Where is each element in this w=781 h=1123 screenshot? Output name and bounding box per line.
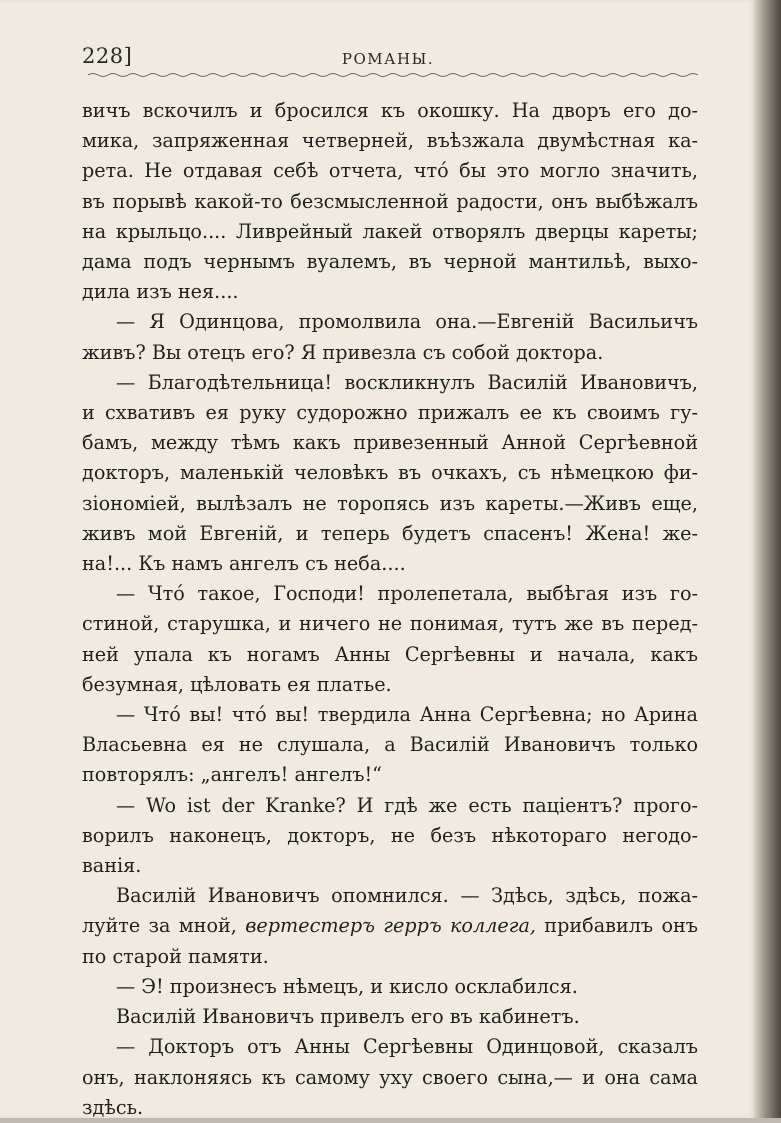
text-line: — Э! произнесъ нѣмецъ, и кисло осклабился. xyxy=(116,974,578,998)
text-line: повторялъ: „ангелъ! ангелъ!“ xyxy=(82,763,382,787)
text-line: Василій Ивановичъ привелъ его въ кабинетъ. xyxy=(116,1005,580,1029)
text-line: стиной, старушка, и ничего не понимая, тутъ же въ перед- xyxy=(82,612,698,636)
italic-phrase: вертестеръ герръ коллега, xyxy=(245,914,536,938)
text-line: по старой памяти. xyxy=(82,944,269,968)
page-number: 228] xyxy=(82,44,133,68)
text-line: луйте за мной, вертестеръ герръ коллега, прибавилъ онъ xyxy=(82,914,698,938)
text-line: дама подъ чернымъ вуалемъ, въ черной мантильѣ, выхо- xyxy=(82,250,698,274)
text-line: ванія. xyxy=(82,854,142,878)
text-line: ворилъ наконецъ, докторъ, не безъ нѣкотораго негодо- xyxy=(82,823,698,847)
book-page-edge xyxy=(754,0,781,1118)
text-line: живъ мой Евгеній, и теперь будетъ спасенъ! Жена! же- xyxy=(82,521,698,545)
text-line: онъ, наклоняясь къ самому уху своего сына,— и она сама xyxy=(82,1065,698,1089)
text-line: докторъ, маленькій человѣкъ въ очкахъ, съ нѣмецкою фи- xyxy=(82,461,698,485)
text-line: дила изъ нея.... xyxy=(82,280,239,304)
text-line: — Чтó такое, Господи! пролепетала, выбѣгая изъ го- xyxy=(116,582,698,606)
page-header xyxy=(82,44,694,74)
text-line: — Я Одинцова, промолвила она.—Евгеній Васильичъ xyxy=(116,310,698,334)
text-line: рета. Не отдавая себѣ отчета, чтó бы это могло значить, xyxy=(82,159,698,183)
text-line: Василій Ивановичъ опомнился. — Здѣсь, здѣсь, пожа- xyxy=(116,884,698,908)
running-title: РОМАНЫ. xyxy=(341,50,435,68)
header-rule xyxy=(88,71,698,79)
text-line: живъ? Вы отецъ его? Я привезла съ собой доктора. xyxy=(82,340,604,364)
text-line: въ порывѣ какой-то безсмысленной радости, онъ выбѣжалъ xyxy=(82,189,698,213)
text-line: ней упала къ ногамъ Анны Сергѣевны и начала, какъ xyxy=(82,642,698,666)
text-line: здѣсь. xyxy=(82,1095,144,1119)
text-line: вичъ вскочилъ и бросился къ окошку. На дворъ его до- xyxy=(82,99,698,122)
text-line: — Докторъ отъ Анны Сергѣевны Одинцовой, сказалъ xyxy=(116,1035,698,1059)
body-text xyxy=(82,96,698,1123)
text-line: Власьевна ея не слушала, а Василій Ивановичъ только xyxy=(82,733,698,757)
text-line: и схвативъ ея руку судорожно прижалъ ее къ своимъ гу- xyxy=(82,401,698,425)
text-line: зіономіей, вылѣзалъ не торопясь изъ кареты.—Живъ еще, xyxy=(82,491,698,515)
text-line: на крыльцо.... Ливрейный лакей отворялъ дверцы кареты; xyxy=(82,219,698,243)
text-line: — Благодѣтельница! воскликнулъ Василій Ивановичъ, xyxy=(116,370,698,394)
text-line: мика, запряженная четверней, въѣзжала двумѣстная ка- xyxy=(82,129,698,153)
text-line: — Wo ist der Kranke? И гдѣ же есть паціентъ? прого- xyxy=(116,793,698,817)
text-line: бамъ, между тѣмъ какъ привезенный Анной Сергѣевной xyxy=(82,431,698,455)
text-line: — Чтó вы! чтó вы! твердила Анна Сергѣевна; но Арина xyxy=(116,703,698,727)
text-line: на!... Къ намъ ангелъ съ неба.... xyxy=(82,552,406,576)
text-line: безумная, цѣловать ея платье. xyxy=(82,672,392,696)
